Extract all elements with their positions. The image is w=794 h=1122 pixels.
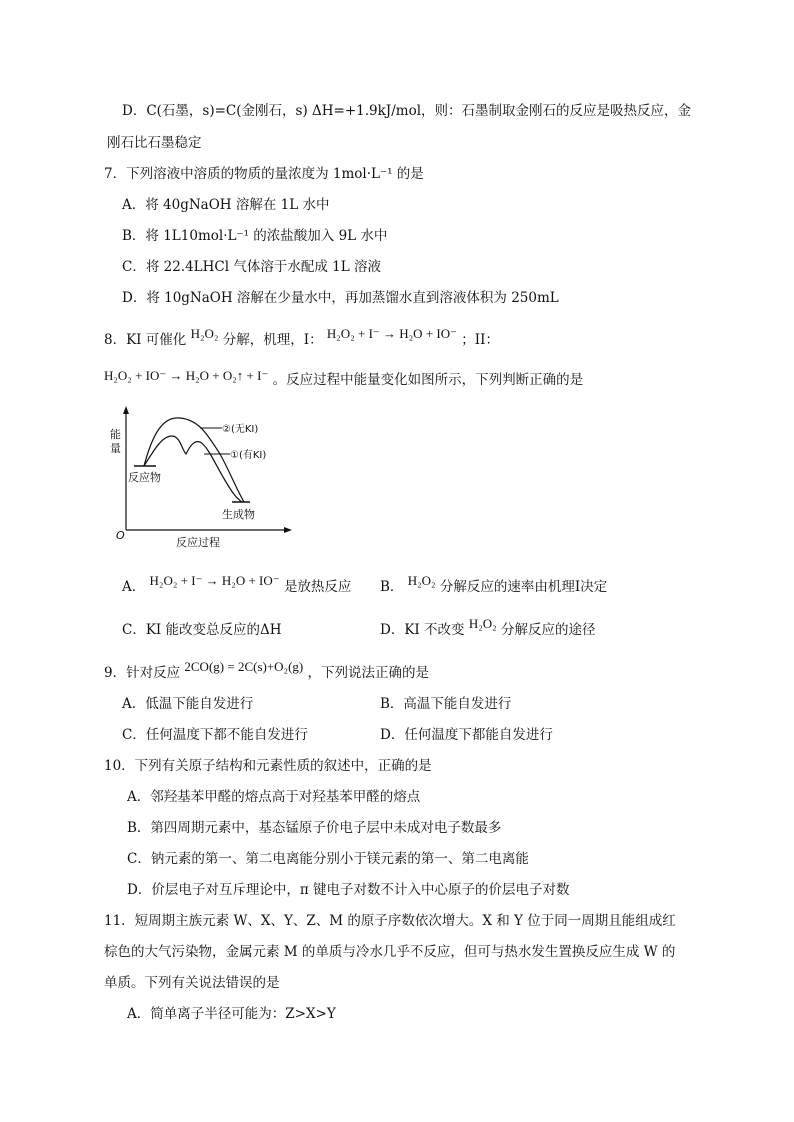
q8-mechanism-1: H₂O₂ + I⁻ → H₂O + IO⁻: [326, 326, 457, 341]
q9-stem-prefix: 9．针对反应: [104, 665, 181, 681]
q10-option-d: D．价层电子对互斥理论中，π 键电子对数不计入中心原子的价层电子对数: [127, 882, 570, 898]
q8-stem-prefix: 8．KI 可催化: [104, 332, 187, 348]
q8-option-d: [380, 616, 596, 640]
origin-label: O: [116, 529, 125, 542]
q6-option-d-line1: D．C(石墨，s)=C(金刚石，s) ΔH=+1.9kJ/mol，则：石墨制取金刚石的反应是吸热反应，金: [122, 103, 692, 119]
q9-option-b: B．高温下能自发进行: [380, 696, 512, 712]
y-axis-arrow-icon: [123, 406, 129, 414]
q8-option-b: [380, 573, 608, 597]
q11-stem-line2: 棕色的大气污染物，金属元素 M 的单质与冷水几乎不反应，但可与热水发生置换反应生成 W 的: [104, 944, 676, 960]
q8-option-a: [122, 573, 352, 597]
reactant-label: 反应物: [128, 471, 161, 484]
q8-option-d-suffix: 分解反应的途径: [500, 622, 596, 638]
y-axis-label-char1: 能: [110, 428, 121, 441]
q10-stem: 10．下列有关原子结构和元素性质的叙述中，正确的是: [104, 758, 432, 774]
q9-stem: [104, 659, 430, 683]
q8-stem-suffix: 。反应过程中能量变化如图所示，下列判断正确的是: [272, 372, 584, 388]
curve2-label: ②(无KI): [222, 424, 259, 435]
x-axis-label: 反应过程: [176, 536, 220, 549]
q9-stem-suffix: ，下列说法正确的是: [307, 665, 430, 681]
q8-option-b-prefix: B．: [380, 579, 404, 595]
q11-option-a: A．简单离子半径可能为：Z>X>Y: [127, 1006, 336, 1022]
q8-option-d-formula: H₂O₂: [468, 616, 497, 631]
q8-option-b-suffix: 分解反应的速率由机理I决定: [439, 579, 608, 595]
q9-option-d: D．任何温度下都能自发进行: [380, 727, 553, 743]
q8-option-a-formula: H₂O₂ + I⁻ → H₂O + IO⁻: [149, 573, 280, 588]
q8-stem-line1: [104, 326, 499, 350]
q10-option-c: C．钠元素的第一、第二电离能分别小于镁元素的第一、第二电离能: [127, 851, 529, 867]
q7-option-d: D．将 10gNaOH 溶解在少量水中，再加蒸馏水直到溶液体积为 250mL: [122, 290, 559, 306]
q10-option-b: B．第四周期元素中，基态锰原子价电子层中未成对电子数最多: [127, 820, 502, 836]
q7-option-b: B．将 1L10mol·L⁻¹ 的浓盐酸加入 9L 水中: [122, 228, 388, 244]
q6-option-d-line2: 刚石比石墨稳定: [107, 135, 202, 151]
q9-option-c: C．任何温度下都不能自发进行: [122, 727, 308, 743]
x-axis-arrow-icon: [284, 527, 292, 533]
q10-option-a: A．邻羟基苯甲醛的熔点高于对羟基苯甲醛的熔点: [127, 789, 421, 805]
y-axis-label-char2: 量: [110, 442, 121, 455]
q11-stem-line3: 单质。下列有关说法错误的是: [104, 975, 280, 991]
q8-stem-mid: 分解，机理，I：: [222, 332, 323, 348]
curve1-label: ①(有KI): [230, 450, 267, 461]
q8-option-b-formula: H₂O₂: [407, 573, 436, 588]
q8-option-d-prefix: D．KI 不改变: [380, 622, 465, 638]
q7-option-a: A．将 40gNaOH 溶解在 1L 水中: [122, 197, 330, 213]
q8-mechanism-2: H₂O₂ + IO⁻ → H₂O + O₂↑ + I⁻: [104, 368, 269, 383]
q11-stem-line1: 11．短周期主族元素 W、X、Y、Z、M 的原子序数依次增大。X 和 Y 位于同一周期且能组成红: [104, 913, 676, 929]
q8-option-c: C．KI 能改变总反应的ΔH: [122, 622, 282, 638]
q7-option-c: C．将 22.4LHCl 气体溶于水配成 1L 溶液: [122, 259, 381, 275]
q9-option-a: A．低温下能自发进行: [122, 696, 254, 712]
energy-diagram: [104, 406, 294, 551]
q8-option-a-suffix: 是放热反应: [283, 579, 352, 595]
q8-h2o2-formula: H₂O₂: [190, 326, 219, 341]
q9-reaction: 2CO(g) = 2C(s)+O₂(g): [184, 659, 304, 674]
product-label: 生成物: [222, 508, 255, 521]
q8-option-a-prefix: A．: [122, 579, 146, 595]
q8-stem-mid2: ；II：: [461, 332, 499, 348]
q7-stem: 7．下列溶液中溶质的物质的量浓度为 1mol·L⁻¹ 的是: [104, 166, 424, 182]
q8-stem-line2: [104, 370, 583, 390]
